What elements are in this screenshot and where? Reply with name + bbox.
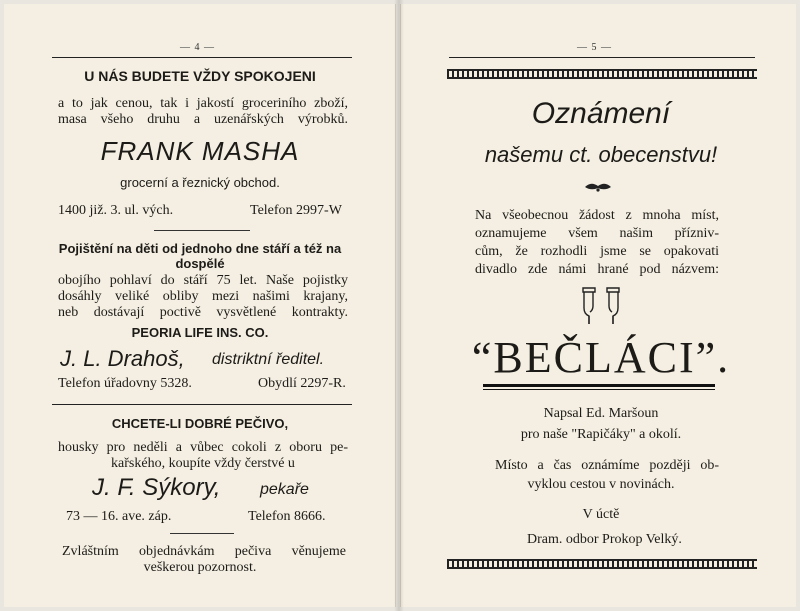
ad2-heading-line1: Pojištění na děti od jednoho dne stáří a též na [58,241,342,256]
play-title: “BEČLÁCI”. [471,333,731,382]
author-line2: pro naše "Rapičáky" a okolí. [520,427,682,442]
divider [154,230,250,231]
top-rule [52,57,352,58]
ad2-line3: neb dostávají poctivě vysvětlené kontrakty. [58,305,348,320]
ad2-name: J. L. Drahoš, [60,346,185,371]
regards: V úctě [582,507,620,522]
ad1-line1: a to jak cenou, tak i jakostí groceriního zboží, [58,96,348,111]
ad2-home-phone: Obydlí 2297-R. [258,376,346,391]
para1-line4: divadlo zde námi hrané pod názvem: [475,262,719,277]
play-title-underline [483,389,715,390]
place-line1: Místo a čas oznámíme později ob- [495,458,719,473]
ad3-address: 73 — 16. ave. záp. [66,509,172,524]
right-page [400,4,796,607]
ad2-office-phone: Telefon úřadovny 5328. [58,376,192,391]
ad3-line2: kařského, koupíte vždy čerstvé u [111,456,295,471]
ad3-title: pekaře [260,481,309,498]
decorative-border-bottom [447,559,757,569]
section-rule [52,404,352,405]
ad1-phone: Telefon 2997-W [250,203,342,218]
ornament-icon [583,180,613,192]
ad2-line1: obojího pohlaví do stáří 75 let. Naše pojistky [58,273,348,288]
ad3-line1: housky pro neděli a vůbec cokoli z oboru pe- [58,440,348,455]
top-rule [449,57,755,58]
ad1-heading: U NÁS BUDETE VŽDY SPOKOJENI [84,68,316,84]
announcement-title: Oznámení [531,97,671,130]
decorative-border-top [447,69,757,79]
ad3-name: J. F. Sýkory, [92,474,221,501]
signature: Dram. odbor Prokop Velký. [527,532,682,547]
author-line1: Napsal Ed. Maršoun [543,406,659,421]
para1-line1: Na všeobecnou žádost z mnoha míst, [475,208,719,223]
ad2-line2: dosáhly veliké obliby mezi našimi krajany, [58,289,348,304]
para1-line3: cům, že rozhodli jsme se opakovati [475,244,719,259]
pointing-hands-icon [579,286,623,326]
ad1-line2: masa všeho druhu a uzenářských výrobků. [58,112,348,127]
binding-gutter [394,0,404,611]
ad2-title: distriktní ředitel. [212,351,325,368]
left-page [4,4,396,607]
ad3-phone: Telefon 8666. [248,509,326,524]
divider [170,533,234,534]
play-title-underline [483,384,715,387]
page-number: — 5 — [577,42,612,53]
ad1-subtitle: grocerní a řeznický obchod. [120,175,280,190]
ad2-company: PEORIA LIFE INS. CO. [131,325,269,340]
para1-line2: oznamujeme všem našim přízniv- [475,226,719,241]
ad1-name: FRANK MASHA [100,136,300,166]
place-line2: vyklou cestou v novinách. [527,477,675,492]
ad1-address: 1400 již. 3. ul. vých. [58,203,174,218]
ad3-heading: CHCETE-LI DOBRÉ PEČIVO, [111,416,289,431]
ad2-heading-line2: dospělé [175,256,225,271]
announcement-subtitle: našemu ct. obecenstvu! [484,142,718,167]
footer-line1: Zvláštním objednávkám pečiva věnujeme [62,544,346,559]
footer-line2: veškerou pozornost. [143,560,257,575]
page-number: — 4 — [180,42,215,53]
